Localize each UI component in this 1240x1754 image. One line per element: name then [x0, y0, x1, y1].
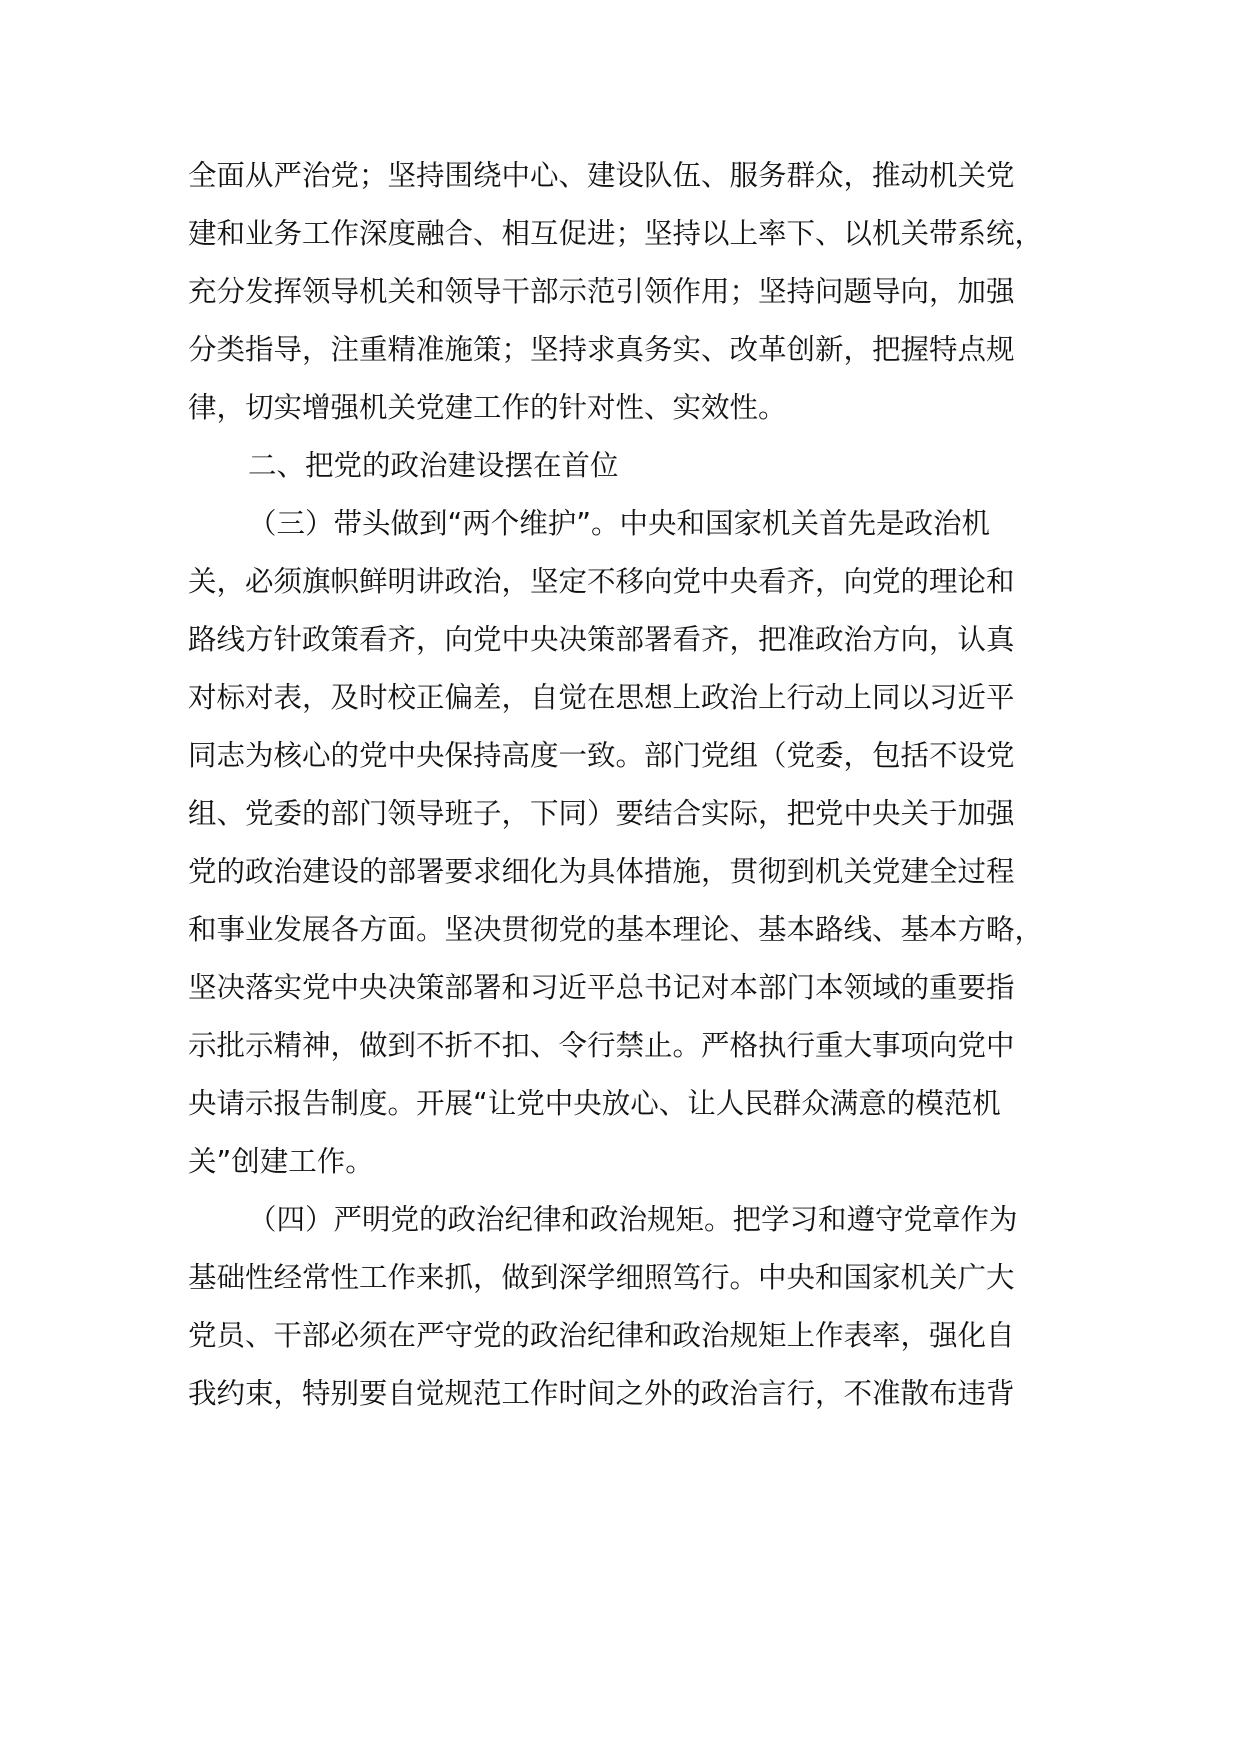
paragraph-first-line: （三）带头做到“两个维护”。中央和国家机关首先是政治机 — [248, 507, 991, 540]
body-text-line: 央请示报告制度。开展“让党中央放心、让人民群众满意的模范机 — [188, 1087, 1001, 1120]
body-text-line: 建和业务工作深度融合、相互促进；坚持以上率下、以机关带系统， — [188, 217, 1044, 250]
body-text-line: 关，必须旗帜鲜明讲政治，坚定不移向党中央看齐，向党的理论和 — [188, 565, 1015, 598]
body-text-line: 律，切实增强机关党建工作的针对性、实效性。 — [188, 391, 787, 424]
body-text-line: 我约束，特别要自觉规范工作时间之外的政治言行，不准散布违背 — [188, 1377, 1015, 1410]
body-text-line: 全面从严治党；坚持围绕中心、建设队伍、服务群众，推动机关党 — [188, 159, 1015, 192]
body-text-line: 对标对表，及时校正偏差，自觉在思想上政治上行动上同以习近平 — [188, 681, 1015, 714]
section-heading: 二、把党的政治建设摆在首位 — [248, 449, 619, 482]
paragraph-first-line: （四）严明党的政治纪律和政治规矩。把学习和遵守党章作为 — [248, 1203, 1018, 1236]
body-text-line: 基础性经常性工作来抓，做到深学细照笃行。中央和国家机关广大 — [188, 1261, 1015, 1294]
body-text-line: 党员、干部必须在严守党的政治纪律和政治规矩上作表率，强化自 — [188, 1319, 1015, 1352]
body-text-line: 分类指导，注重精准施策；坚持求真务实、改革创新，把握特点规 — [188, 333, 1015, 366]
body-text-line: 路线方针政策看齐，向党中央决策部署看齐，把准政治方向，认真 — [188, 623, 1015, 656]
body-text-line: 组、党委的部门领导班子，下同）要结合实际，把党中央关于加强 — [188, 797, 1015, 830]
body-text-line: 示批示精神，做到不折不扣、令行禁止。严格执行重大事项向党中 — [188, 1029, 1015, 1062]
body-text-line: 坚决落实党中央决策部署和习近平总书记对本部门本领域的重要指 — [188, 971, 1015, 1004]
body-text-line: 党的政治建设的部署要求细化为具体措施，贯彻到机关党建全过程 — [188, 855, 1015, 888]
body-text-line: 同志为核心的党中央保持高度一致。部门党组（党委，包括不设党 — [188, 739, 1015, 772]
body-text-line: 和事业发展各方面。坚决贯彻党的基本理论、基本路线、基本方略， — [188, 913, 1044, 946]
body-text-line: 关”创建工作。 — [188, 1145, 374, 1178]
body-text-line: 充分发挥领导机关和领导干部示范引领作用；坚持问题导向，加强 — [188, 275, 1015, 308]
